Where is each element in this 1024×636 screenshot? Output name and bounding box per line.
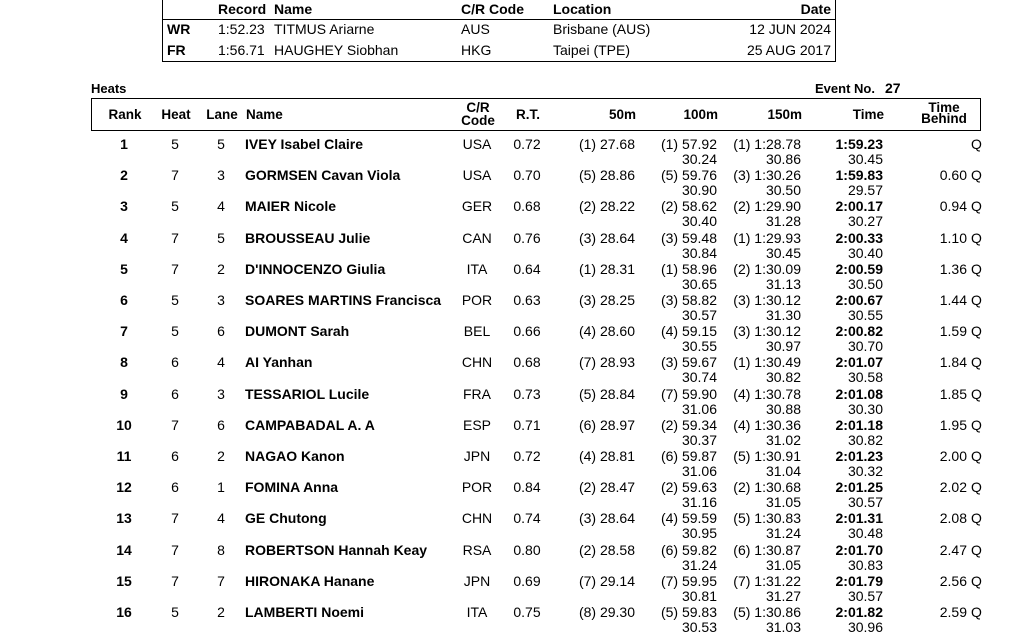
result-split-150-lap: 31.05 <box>765 556 801 573</box>
result-reaction-time: 0.72 <box>513 448 541 464</box>
record-location: Taipei (TPE) <box>553 42 631 58</box>
result-split-150: (1) 1:30.49 <box>733 354 801 371</box>
result-split-100: (5) 59.83 <box>660 604 717 620</box>
col-rank: Rank <box>108 107 142 122</box>
result-heat: 7 <box>171 541 179 558</box>
record-location: Brisbane (AUS) <box>553 21 651 37</box>
result-row <box>91 480 981 511</box>
result-lane: 4 <box>217 510 225 527</box>
col-rt: R.T. <box>515 107 540 122</box>
result-reaction-time: 0.75 <box>513 604 541 620</box>
result-row <box>91 324 981 355</box>
result-name: GE Chutong <box>245 510 327 527</box>
col-code-line2: Code <box>461 113 495 128</box>
result-split-100: (1) 58.96 <box>660 260 717 277</box>
result-reaction-time: 0.74 <box>513 510 541 527</box>
result-split-100-lap: 30.53 <box>681 619 717 635</box>
result-code: ITA <box>466 604 488 620</box>
result-split-50: (2) 28.58 <box>578 541 635 558</box>
result-time-behind: 1.85 <box>939 385 967 402</box>
result-split-150: (5) 1:30.83 <box>733 510 801 527</box>
result-split-150-lap: 31.30 <box>765 307 801 323</box>
result-reaction-time: 0.64 <box>513 260 541 277</box>
result-heat: 5 <box>171 136 179 152</box>
result-time: 2:00.82 <box>835 323 883 340</box>
result-time-behind: 0.60 <box>939 167 967 184</box>
result-split-100-lap: 30.65 <box>681 275 717 292</box>
result-split-50: (4) 28.60 <box>578 323 635 340</box>
result-row <box>91 387 981 418</box>
result-split-50: (8) 29.30 <box>578 604 635 620</box>
col-150m: 150m <box>767 107 802 122</box>
result-rank: 14 <box>116 541 132 558</box>
result-split-150-lap: 31.03 <box>765 619 801 635</box>
result-name: LAMBERTI Noemi <box>245 604 364 620</box>
result-time: 2:00.67 <box>835 292 883 308</box>
result-split-50: (2) 28.22 <box>578 198 635 215</box>
result-split-50: (4) 28.81 <box>578 448 635 464</box>
result-name: ROBERTSON Hannah Keay <box>245 541 428 558</box>
result-name: AI Yanhan <box>245 354 313 371</box>
result-time-behind: 1.59 <box>939 323 967 340</box>
result-split-150-lap: 31.27 <box>765 587 801 604</box>
record-row <box>163 41 835 61</box>
result-lane: 6 <box>217 323 225 340</box>
result-lane: 2 <box>217 604 225 620</box>
result-split-100: (6) 59.82 <box>660 541 717 558</box>
record-type: FR <box>167 42 186 58</box>
result-lane: 1 <box>217 479 225 496</box>
record-time: 1:52.23 <box>218 21 265 37</box>
result-time-behind: 2.02 <box>939 479 967 496</box>
result-rank: 1 <box>120 136 128 152</box>
result-reaction-time: 0.72 <box>513 136 541 152</box>
result-time-lap: 30.96 <box>847 619 883 635</box>
record-type: WR <box>167 21 191 37</box>
result-time-lap: 30.50 <box>847 275 883 292</box>
result-split-150-lap: 31.02 <box>765 431 801 448</box>
result-split-50: (1) 27.68 <box>578 136 635 152</box>
result-rank: 2 <box>120 167 128 184</box>
result-split-100: (7) 59.90 <box>660 385 717 402</box>
result-split-100-lap: 30.84 <box>681 244 717 261</box>
result-time: 2:01.31 <box>835 510 883 527</box>
result-lane: 5 <box>217 229 225 246</box>
result-code: ESP <box>462 416 491 433</box>
result-row <box>91 418 981 449</box>
result-qualifier: Q <box>971 229 982 246</box>
result-reaction-time: 0.68 <box>513 198 541 215</box>
result-time-lap: 30.83 <box>847 556 883 573</box>
result-heat: 6 <box>171 354 179 371</box>
result-reaction-time: 0.66 <box>513 323 541 340</box>
result-lane: 3 <box>217 292 225 308</box>
result-time: 2:00.33 <box>835 229 883 246</box>
result-time-lap: 30.57 <box>847 494 883 511</box>
result-rank: 11 <box>116 448 132 464</box>
result-time: 2:01.08 <box>835 385 883 402</box>
result-time: 1:59.23 <box>835 136 883 152</box>
result-code: BEL <box>463 323 491 340</box>
result-time: 2:00.59 <box>835 260 883 277</box>
result-row <box>91 137 981 168</box>
result-rank: 7 <box>120 323 128 340</box>
result-code: JPN <box>463 448 491 464</box>
result-name: FOMINA Anna <box>245 479 339 496</box>
result-qualifier: Q <box>971 416 982 433</box>
result-time: 2:01.07 <box>835 354 883 371</box>
result-qualifier: Q <box>971 292 982 308</box>
result-time-behind: 0.94 <box>939 198 967 215</box>
result-split-150: (7) 1:31.22 <box>733 572 801 589</box>
result-rank: 16 <box>116 604 132 620</box>
result-name: IVEY Isabel Claire <box>245 136 364 152</box>
result-reaction-time: 0.71 <box>513 416 541 433</box>
result-lane: 4 <box>217 354 225 371</box>
result-time: 2:00.17 <box>835 198 883 215</box>
result-split-100-lap: 30.81 <box>681 587 717 604</box>
result-reaction-time: 0.73 <box>513 385 541 402</box>
result-split-50: (7) 28.93 <box>578 354 635 371</box>
result-rank: 13 <box>116 510 132 527</box>
col-name: Name <box>246 107 283 122</box>
result-time-behind: 2.00 <box>939 448 967 464</box>
result-split-100-lap: 31.06 <box>681 463 717 479</box>
result-split-100-lap: 30.74 <box>681 369 717 386</box>
result-rank: 5 <box>120 260 128 277</box>
event-number: 27 <box>884 80 901 96</box>
result-reaction-time: 0.70 <box>513 167 541 184</box>
result-heat: 7 <box>171 510 179 527</box>
result-split-100: (4) 59.59 <box>660 510 717 527</box>
result-lane: 8 <box>217 541 225 558</box>
result-time-behind: 2.59 <box>939 604 967 620</box>
result-name: GORMSEN Cavan Viola <box>245 167 401 184</box>
result-rank: 8 <box>120 354 128 371</box>
record-name: HAUGHEY Siobhan <box>274 42 399 58</box>
result-code: USA <box>462 136 492 152</box>
result-qualifier: Q <box>971 198 982 215</box>
result-time-lap: 30.32 <box>847 463 883 479</box>
result-qualifier: Q <box>971 479 982 496</box>
result-lane: 3 <box>217 167 225 184</box>
result-qualifier: Q <box>971 572 982 589</box>
result-split-100-lap: 30.57 <box>681 307 717 323</box>
result-name: NAGAO Kanon <box>245 448 345 464</box>
result-time-lap: 30.57 <box>847 587 883 604</box>
result-split-50: (5) 28.84 <box>578 385 635 402</box>
result-split-100-lap: 30.95 <box>681 525 717 542</box>
records-header <box>163 0 835 20</box>
result-reaction-time: 0.80 <box>513 541 541 558</box>
result-code: POR <box>461 479 493 496</box>
result-rank: 4 <box>120 229 128 246</box>
result-row <box>91 293 981 324</box>
event-number-label <box>815 80 901 96</box>
result-time-behind: 2.56 <box>939 572 967 589</box>
result-reaction-time: 0.63 <box>513 292 541 308</box>
result-split-150: (6) 1:30.87 <box>733 541 801 558</box>
result-time-behind: 1.95 <box>939 416 967 433</box>
result-rank: 9 <box>120 385 128 402</box>
result-split-150: (4) 1:30.78 <box>733 385 801 402</box>
result-rank: 15 <box>116 572 132 589</box>
result-name: CAMPABADAL A. A <box>245 416 375 433</box>
result-code: CHN <box>461 354 493 371</box>
result-time-behind: 2.08 <box>939 510 967 527</box>
result-row <box>91 168 981 199</box>
result-split-100-lap: 31.16 <box>681 494 717 511</box>
record-code: AUS <box>461 21 490 37</box>
result-time: 2:01.23 <box>835 448 883 464</box>
col-lane: Lane <box>206 107 238 122</box>
result-split-150-lap: 31.05 <box>765 494 801 511</box>
result-split-100: (2) 58.62 <box>660 198 717 215</box>
result-split-100: (3) 59.48 <box>660 229 717 246</box>
result-split-150-lap: 31.24 <box>765 525 801 542</box>
result-time: 1:59.83 <box>835 167 883 184</box>
record-row <box>163 20 835 40</box>
result-time-behind: 1.36 <box>939 260 967 277</box>
result-heat: 5 <box>171 604 179 620</box>
result-row <box>91 355 981 386</box>
result-time-lap: 30.48 <box>847 525 883 542</box>
record-code: HKG <box>461 42 492 58</box>
result-row <box>91 262 981 293</box>
result-name: BROUSSEAU Julie <box>245 229 371 246</box>
result-split-100-lap: 30.40 <box>681 213 717 230</box>
result-split-50: (2) 28.47 <box>578 479 635 496</box>
result-code: CAN <box>462 229 492 246</box>
result-time-lap: 30.82 <box>847 431 883 448</box>
result-split-150: (2) 1:30.09 <box>733 260 801 277</box>
result-row <box>91 449 981 480</box>
result-split-150-lap: 30.82 <box>765 369 801 386</box>
result-split-50: (3) 28.64 <box>578 229 635 246</box>
result-code: POR <box>461 292 493 308</box>
result-code: JPN <box>463 572 491 589</box>
result-time: 2:01.82 <box>835 604 883 620</box>
result-heat: 5 <box>171 198 179 215</box>
result-code: ITA <box>466 260 488 277</box>
result-lane: 6 <box>217 416 225 433</box>
result-row <box>91 605 981 636</box>
result-split-50: (7) 29.14 <box>578 572 635 589</box>
result-heat: 6 <box>171 448 179 464</box>
result-time-behind: 1.44 <box>939 292 967 308</box>
result-time-behind: 1.84 <box>939 354 967 371</box>
records-header-date: Date <box>800 1 831 17</box>
result-reaction-time: 0.84 <box>513 479 541 496</box>
result-heat: 5 <box>171 292 179 308</box>
result-qualifier: Q <box>971 354 982 371</box>
result-time: 2:01.70 <box>835 541 883 558</box>
result-time-lap: 30.58 <box>847 369 883 386</box>
result-split-150-lap: 31.04 <box>765 463 801 479</box>
result-split-150-lap: 30.88 <box>765 400 801 417</box>
result-qualifier: Q <box>971 167 982 184</box>
result-rank: 6 <box>120 292 128 308</box>
result-split-100: (7) 59.95 <box>660 572 717 589</box>
heats-title: Heats <box>91 81 127 96</box>
result-split-150-lap: 30.50 <box>765 182 801 199</box>
records-header-location: Location <box>553 1 612 17</box>
result-split-100-lap: 30.90 <box>681 182 717 199</box>
result-split-100: (4) 59.15 <box>660 323 717 340</box>
result-split-100: (3) 58.82 <box>660 292 717 308</box>
result-split-150: (5) 1:30.86 <box>733 604 801 620</box>
result-heat: 6 <box>171 479 179 496</box>
result-split-100: (1) 57.92 <box>660 136 717 152</box>
result-code: CHN <box>461 510 493 527</box>
result-heat: 7 <box>171 167 179 184</box>
record-date: 25 AUG 2017 <box>746 42 831 58</box>
result-lane: 4 <box>217 198 225 215</box>
result-split-50: (5) 28.86 <box>578 167 635 184</box>
result-time-lap: 30.70 <box>847 338 883 355</box>
result-heat: 6 <box>171 385 179 402</box>
result-time-lap: 30.30 <box>847 400 883 417</box>
result-heat: 7 <box>171 260 179 277</box>
col-behind-line1: Time <box>928 100 960 115</box>
result-code: RSA <box>462 541 492 558</box>
col-heat: Heat <box>161 107 191 122</box>
result-split-150: (1) 1:29.93 <box>733 229 801 246</box>
result-split-100: (3) 59.67 <box>660 354 717 371</box>
result-qualifier: Q <box>971 260 982 277</box>
result-row <box>91 199 981 230</box>
result-split-100: (6) 59.87 <box>660 448 717 464</box>
col-100m: 100m <box>683 107 718 122</box>
result-row <box>91 543 981 574</box>
result-code: FRA <box>463 385 491 402</box>
result-name: MAIER Nicole <box>245 198 337 215</box>
result-heat: 7 <box>171 572 179 589</box>
result-qualifier: Q <box>971 448 982 464</box>
result-split-150-lap: 30.86 <box>765 151 801 167</box>
result-row <box>91 574 981 605</box>
result-reaction-time: 0.68 <box>513 354 541 371</box>
result-qualifier: Q <box>971 541 982 558</box>
record-name: TITMUS Ariarne <box>274 21 375 37</box>
event-label: Event No. <box>815 81 875 96</box>
result-lane: 2 <box>217 260 225 277</box>
result-rank: 12 <box>116 479 132 496</box>
result-split-100: (2) 59.63 <box>660 479 717 496</box>
col-time: Time <box>852 107 884 122</box>
result-time-lap: 30.45 <box>847 151 883 167</box>
records-header-name: Name <box>274 1 313 17</box>
result-qualifier: Q <box>971 510 982 527</box>
records-table <box>162 0 836 62</box>
result-row <box>91 231 981 262</box>
result-time-lap: 29.57 <box>847 182 883 199</box>
result-qualifier: Q <box>971 604 982 620</box>
result-time: 2:01.18 <box>835 416 883 433</box>
result-name: SOARES MARTINS Francisca <box>245 292 442 308</box>
result-split-150: (2) 1:30.68 <box>733 479 801 496</box>
result-lane: 3 <box>217 385 225 402</box>
result-split-100-lap: 30.37 <box>681 431 717 448</box>
result-time-lap: 30.27 <box>847 213 883 230</box>
col-code-line1: C/R <box>466 100 490 115</box>
result-split-150: (3) 1:30.26 <box>733 167 801 184</box>
result-split-150: (1) 1:28.78 <box>733 136 801 152</box>
result-code: USA <box>462 167 492 184</box>
result-split-150-lap: 31.13 <box>765 275 801 292</box>
result-row <box>91 511 981 542</box>
record-date: 12 JUN 2024 <box>749 21 831 37</box>
result-split-100: (2) 59.34 <box>660 416 717 433</box>
result-split-100-lap: 30.24 <box>681 151 717 167</box>
result-heat: 5 <box>171 323 179 340</box>
result-qualifier: Q <box>971 136 982 152</box>
result-qualifier: Q <box>971 323 982 340</box>
result-split-50: (6) 28.97 <box>578 416 635 433</box>
result-time: 2:01.25 <box>835 479 883 496</box>
result-split-150-lap: 30.97 <box>765 338 801 355</box>
result-reaction-time: 0.69 <box>513 572 541 589</box>
result-split-150-lap: 31.28 <box>765 213 801 230</box>
result-heat: 7 <box>171 416 179 433</box>
result-lane: 2 <box>217 448 225 464</box>
result-time-behind: 2.47 <box>939 541 967 558</box>
result-rank: 3 <box>120 198 128 215</box>
results-header <box>91 98 981 131</box>
record-time: 1:56.71 <box>218 42 265 58</box>
result-time: 2:01.79 <box>835 572 883 589</box>
result-split-150: (4) 1:30.36 <box>733 416 801 433</box>
col-behind-line2: Behind <box>921 111 967 126</box>
result-split-150-lap: 30.45 <box>765 244 801 261</box>
col-50m: 50m <box>608 107 636 122</box>
result-time-lap: 30.40 <box>847 244 883 261</box>
result-lane: 5 <box>217 136 225 152</box>
result-split-50: (3) 28.64 <box>578 510 635 527</box>
result-rank: 10 <box>116 416 132 433</box>
result-code: GER <box>461 198 493 215</box>
result-split-50: (1) 28.31 <box>578 260 635 277</box>
result-time-behind: 1.10 <box>939 229 967 246</box>
result-time-lap: 30.55 <box>847 307 883 323</box>
records-header-record: Record <box>218 1 267 17</box>
result-split-100-lap: 31.06 <box>681 400 717 417</box>
result-name: D'INNOCENZO Giulia <box>245 260 386 277</box>
result-lane: 7 <box>217 572 225 589</box>
result-split-150: (3) 1:30.12 <box>733 292 801 308</box>
result-split-100: (5) 59.76 <box>660 167 717 184</box>
result-heat: 7 <box>171 229 179 246</box>
result-split-150: (3) 1:30.12 <box>733 323 801 340</box>
result-reaction-time: 0.76 <box>513 229 541 246</box>
result-split-50: (3) 28.25 <box>578 292 635 308</box>
result-qualifier: Q <box>971 385 982 402</box>
result-name: DUMONT Sarah <box>245 323 350 340</box>
result-split-150: (5) 1:30.91 <box>733 448 801 464</box>
result-split-100-lap: 31.24 <box>681 556 717 573</box>
result-split-150: (2) 1:29.90 <box>733 198 801 215</box>
result-split-100-lap: 30.55 <box>681 338 717 355</box>
records-header-code: C/R Code <box>461 1 524 17</box>
result-name: HIRONAKA Hanane <box>245 572 375 589</box>
result-name: TESSARIOL Lucile <box>245 385 370 402</box>
